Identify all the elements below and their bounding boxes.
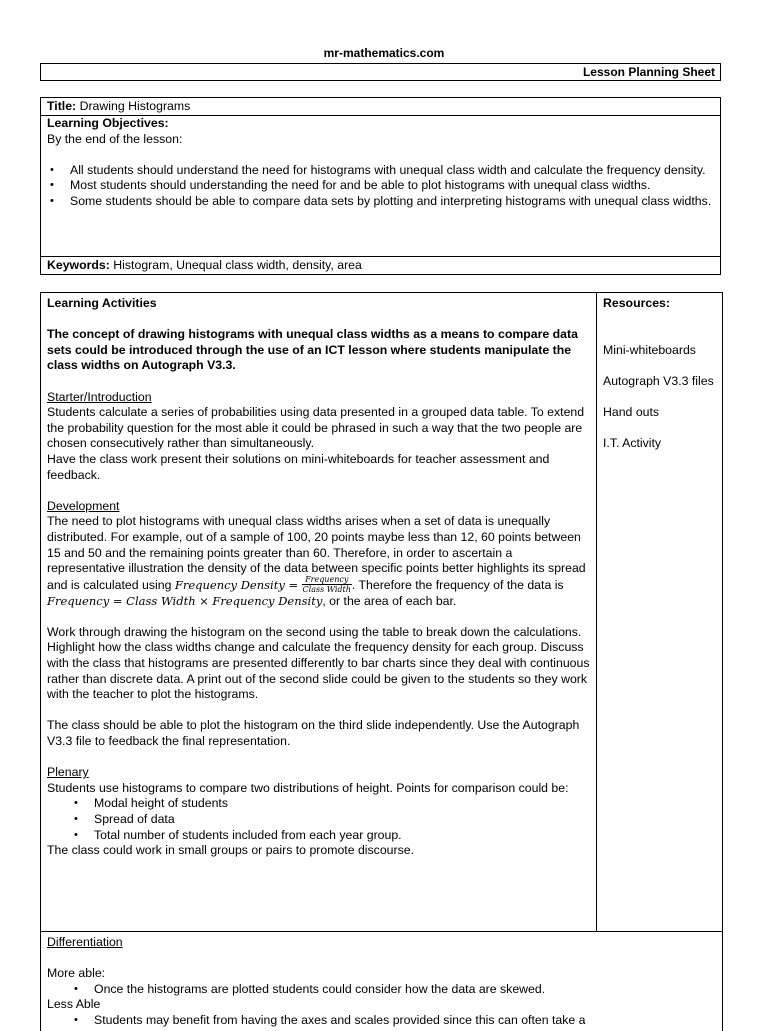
starter-text: Students calculate a series of probabilities using data presented in a grouped data table. To extend the probability question for the most able it could be phrased in such a way that the two people are chosen consecutively rather than simultaneously. (47, 405, 585, 451)
more-able-point: • Once the histograms are plotted students could consider how the data are skewed. (47, 982, 707, 998)
plenary-point: • Spread of data (47, 812, 590, 828)
activities-box (40, 292, 723, 932)
keywords-label: Keywords: (47, 258, 110, 272)
learning-activities (47, 296, 590, 859)
objectives-label: Learning Objectives: (47, 116, 169, 130)
title-row (41, 98, 720, 116)
objective-item: • Some students should be able to compare data sets by plotting and interpreting histograms with unequal class widths. (47, 194, 720, 210)
plenary-heading: Plenary (47, 765, 89, 780)
development-text: The need to plot histograms with unequal class widths arises when a set of data is unequally distributed. For example, out of a sample of 100, 20 points maybe less than 12, 60 points between 15 and 50 and the remaining points greater than 60. Therefore, in order to ascertain a representative illustration the density of the data between specific points better highlights its spread and is calculated using Frequency Density = $\frac{\text{Frequency}}{\text{Class Width}}$ . Therefore the frequency of the data is Frequency = Class Width × Frequency Density, or the area of each bar. (47, 514, 586, 608)
plenary-points (47, 796, 590, 843)
keywords-value: Histogram, Unequal class width, density, area (113, 258, 362, 272)
less-able-points (47, 1013, 707, 1029)
lesson-title: Drawing Histograms (79, 99, 191, 113)
development-para3: The class should be able to plot the histogram on the third slide independently. Use the Autograph V3.3 file to feedback the final representation. (47, 718, 580, 749)
starter-heading: Starter/Introduction (47, 389, 152, 404)
plenary-point: • Total number of students included from each year group. (47, 828, 590, 844)
development-para2: Work through drawing the histogram on the second using the table to break down the calculations. Highlight how the class widths change and calculate the frequency density for each group. Discuss with the class that histograms are presented differently to bar charts since they deal with continuous rather than discrete data. A print out of the second slide could be given to the students so they work with the teacher to plot the histograms. (47, 624, 590, 702)
objectives-list (47, 163, 720, 210)
resource-item: Autograph V3.3 files (603, 373, 714, 388)
site-name: mr-mathematics.com (323, 46, 445, 60)
objective-item: • All students should understand the need for histograms with unequal class width and calculate the frequency density. (47, 163, 720, 179)
objectives-section (41, 116, 720, 210)
activities-intro: The concept of drawing histograms with unequal class widths as a means to compare data sets could be introduced through the use of an ICT lesson where students manipulate the class widths on Autograph V3.3. (47, 327, 578, 373)
more-able-points (47, 982, 707, 998)
plenary-closing: The class could work in small groups or pairs to promote discourse. (47, 843, 415, 858)
title-label: Title: (47, 99, 77, 113)
resource-item: I.T. Activity (603, 436, 662, 451)
objectives-intro: By the end of the lesson: (47, 131, 183, 146)
formula-density-lhs: Frequency Density = (174, 577, 299, 592)
resource-item: Mini-whiteboards (603, 342, 696, 357)
differentiation-box (40, 931, 723, 1031)
lesson-planning-sheet-header (40, 63, 721, 81)
resources-column (603, 296, 718, 452)
resource-item: Hand outs (603, 405, 660, 420)
more-able-label: More able: (47, 966, 106, 981)
less-able-point: • Students may benefit from having the axes and scales provided since this can often take a (47, 1013, 707, 1029)
plenary-point: • Modal height of students (47, 796, 590, 812)
plenary-text: Students use histograms to compare two distributions of height. Points for comparison could be: (47, 780, 569, 795)
starter-feedback: Have the class work present their solutions on mini-whiteboards for teacher assessment and feedback. (47, 451, 550, 482)
activities-heading: Learning Activities (47, 296, 157, 310)
objectives-box (40, 97, 721, 275)
sheet-title: Lesson Planning Sheet (582, 65, 715, 79)
development-heading: Development (47, 498, 120, 513)
differentiation-heading: Differentiation (47, 935, 123, 949)
objective-item: • Most students should understanding the need for and be able to plot histograms with unequal class widths. (47, 178, 720, 194)
formula-fraction: $\frac{\text{Frequency}}{\text{Class Width}}$ (302, 574, 351, 594)
less-able-label: Less Able (47, 997, 101, 1012)
resources-heading: Resources: (603, 296, 670, 310)
formula-frequency-density: Frequency Density (212, 593, 323, 608)
keywords-row (41, 256, 720, 274)
formula-frequency: Frequency = Class Width × (47, 593, 209, 608)
